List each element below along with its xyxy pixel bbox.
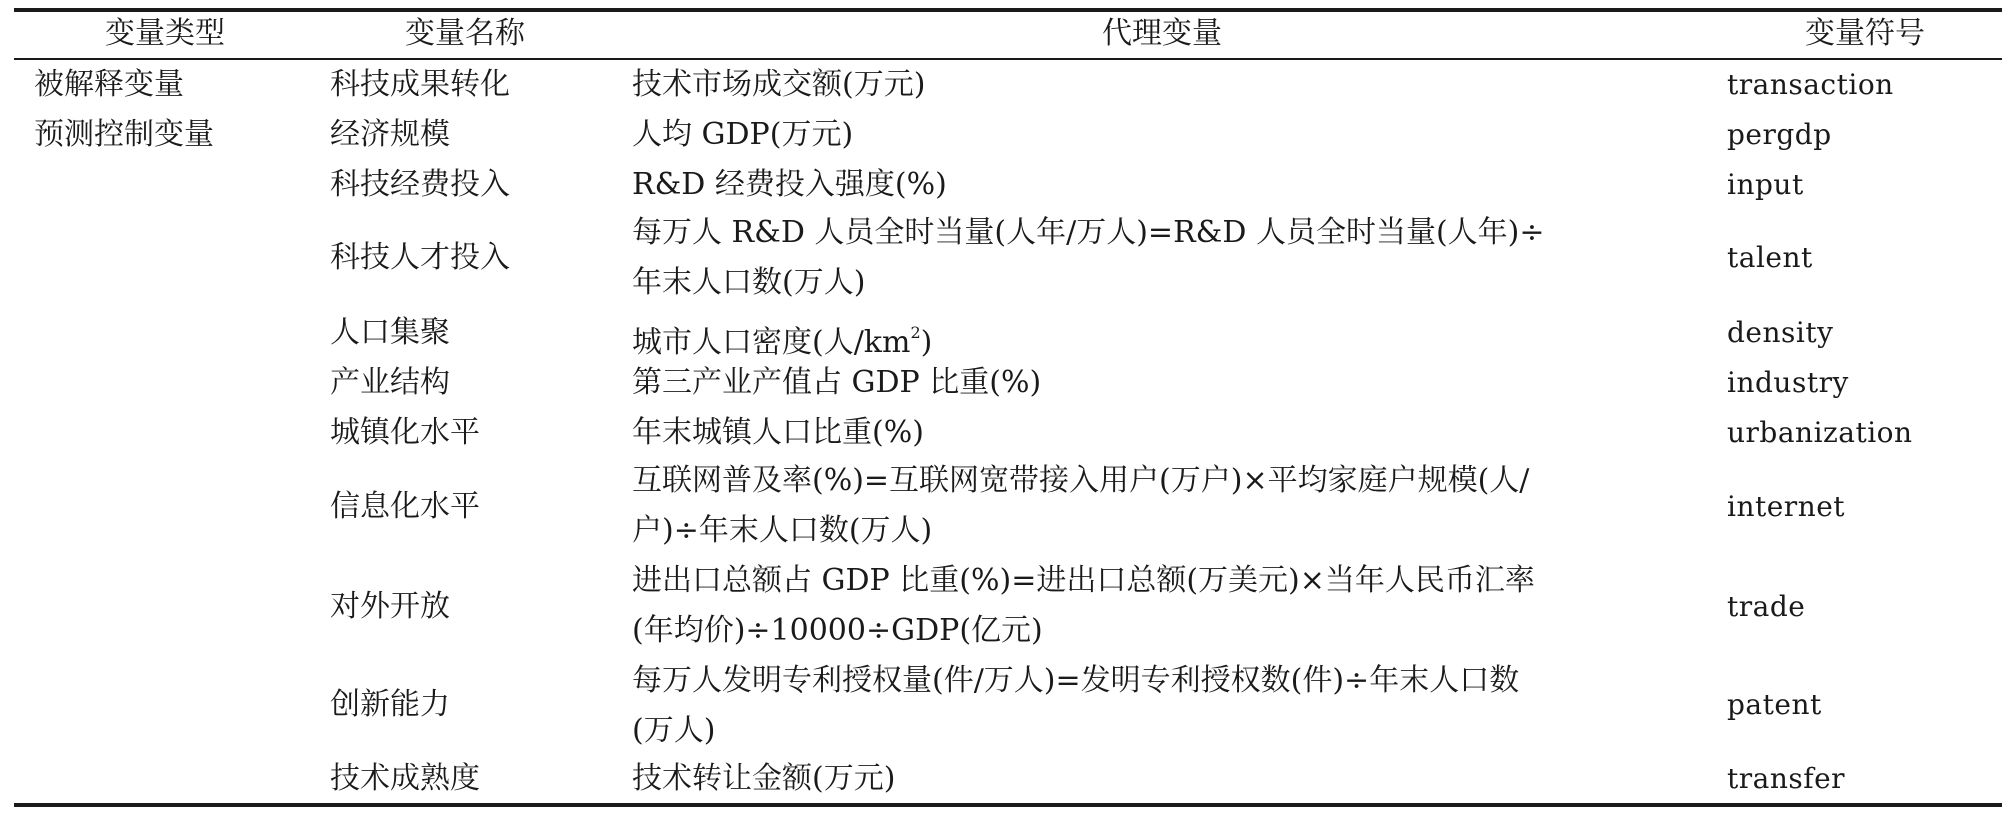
variable-name: 科技成果转化: [330, 67, 510, 102]
variable-symbol: transfer: [1727, 762, 1846, 795]
proxy-variable-line-2: (年均价)÷10000÷GDP(亿元): [632, 613, 1043, 648]
proxy-variable-line-2: 年末人口数(万人): [632, 265, 866, 300]
proxy-variable: 技术转让金额(万元): [632, 761, 896, 796]
proxy-text-close: ): [920, 325, 933, 360]
variable-symbol: urbanization: [1727, 416, 1913, 449]
table-bottom-rule: [14, 803, 2002, 807]
proxy-variable-line-2: (万人): [632, 713, 716, 748]
header-variable-symbol: 变量符号: [1805, 16, 1925, 51]
variable-symbol: transaction: [1727, 68, 1894, 101]
variable-symbol: internet: [1727, 490, 1846, 523]
variable-name: 人口集聚: [330, 315, 450, 350]
table-top-rule: [14, 8, 2002, 12]
proxy-variable: 技术市场成交额(万元): [632, 67, 926, 102]
proxy-variable: 第三产业产值占 GDP 比重(%): [632, 365, 1042, 400]
variable-symbol: patent: [1727, 688, 1822, 721]
variable-name: 信息化水平: [330, 489, 480, 524]
variable-symbol: trade: [1727, 590, 1806, 623]
variable-symbol: industry: [1727, 366, 1849, 399]
group-control-variables: 预测控制变量: [34, 117, 214, 152]
variable-name: 创新能力: [330, 687, 450, 722]
variable-name: 经济规模: [330, 117, 450, 152]
header-variable-name: 变量名称: [405, 16, 525, 51]
variable-name: 科技经费投入: [330, 167, 510, 202]
header-proxy-variable: 代理变量: [1102, 16, 1222, 51]
variable-symbol: density: [1727, 316, 1834, 349]
variable-name: 产业结构: [330, 365, 450, 400]
proxy-variable: 人均 GDP(万元): [632, 117, 854, 152]
proxy-text: 城市人口密度(人/km: [632, 325, 911, 360]
table-header-rule: [14, 58, 2002, 60]
proxy-variable-line-2: 户)÷年末人口数(万人): [632, 513, 933, 548]
variable-symbol: talent: [1727, 241, 1813, 274]
variable-name: 城镇化水平: [330, 415, 480, 450]
proxy-variable: R&D 经费投入强度(%): [632, 167, 947, 202]
superscript-2: 2: [910, 323, 921, 342]
group-dependent-variable: 被解释变量: [34, 67, 184, 102]
proxy-variable-line-1: 每万人 R&D 人员全时当量(人年/万人)=R&D 人员全时当量(人年)÷: [632, 215, 1545, 250]
variable-symbol: pergdp: [1727, 118, 1832, 151]
variable-name: 科技人才投入: [330, 240, 510, 275]
proxy-variable-line-1: 互联网普及率(%)=互联网宽带接入用户(万户)×平均家庭户规模(人/: [632, 463, 1530, 498]
variable-name: 技术成熟度: [330, 761, 480, 796]
proxy-variable-line-1: 进出口总额占 GDP 比重(%)=进出口总额(万美元)×当年人民币汇率: [632, 563, 1535, 598]
variable-name: 对外开放: [330, 589, 450, 624]
proxy-variable-line-1: 每万人发明专利授权量(件/万人)=发明专利授权数(件)÷年末人口数: [632, 663, 1520, 698]
header-variable-type: 变量类型: [105, 16, 225, 51]
proxy-variable: 年末城镇人口比重(%): [632, 415, 924, 450]
variable-symbol: input: [1727, 168, 1804, 201]
